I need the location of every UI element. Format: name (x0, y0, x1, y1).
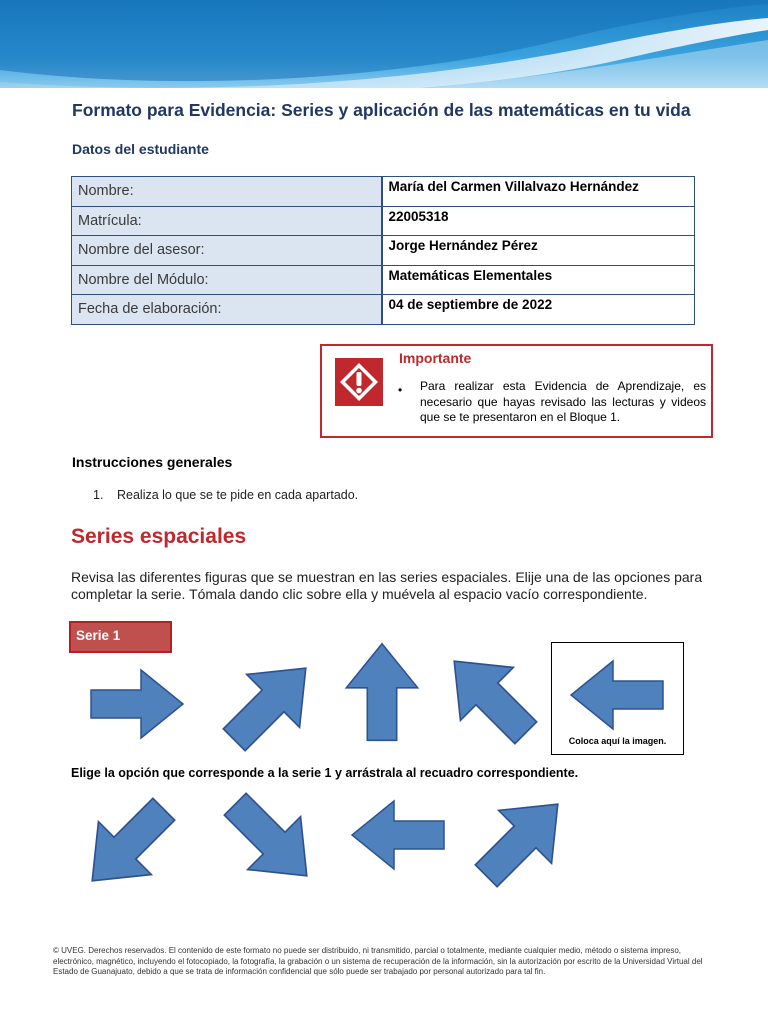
table-row (72, 265, 695, 295)
row-label: Fecha de elaboración: (72, 295, 382, 325)
arrow-up-right-icon (218, 652, 322, 756)
student-data-table (71, 176, 695, 325)
instruction-text: Realiza lo que se te pide en cada apartado. (117, 488, 359, 502)
instruction-number: 1. (93, 488, 104, 502)
header-banner (0, 0, 768, 96)
important-text: Para realizar esta Evidencia de Aprendizaje, es necesario que hayas revisado las lecturas y videos que se te presentaron en el Bloque 1. (420, 379, 706, 424)
table-row (72, 295, 695, 325)
option-arrow-left-icon[interactable] (346, 783, 450, 887)
serie-1-label: Serie 1 (69, 621, 172, 653)
row-label: Nombre del Módulo: (72, 265, 382, 295)
row-value: 22005318 (382, 206, 695, 236)
instructions-title: Instrucciones generales (72, 454, 233, 470)
warning-diamond-icon (335, 358, 383, 406)
option-arrow-down-right-icon[interactable] (219, 788, 323, 892)
choose-instruction: Elige la opción que corresponde a la serie 1 y arrástrala al recuadro correspondiente. (71, 766, 579, 780)
series-description: Revisa las diferentes figuras que se muestran en las series espaciales. Elije una de las opciones para completar la serie. Tómala dando clic sobre ella y muévela al espacio vacío correspondiente. (71, 569, 703, 602)
table-row (72, 206, 695, 236)
option-arrow-up-right-icon[interactable] (470, 788, 574, 892)
important-notice (320, 344, 713, 438)
row-value: María del Carmen Villalvazo Hernández (382, 177, 695, 207)
table-row (72, 236, 695, 266)
drop-target-box[interactable] (551, 642, 684, 755)
document-title: Formato para Evidencia: Series y aplicación de las matemáticas en tu vida (72, 100, 691, 120)
series-title: Series espaciales (71, 525, 247, 548)
option-arrow-down-left-icon[interactable] (76, 793, 180, 897)
drop-target-caption: Coloca aquí la imagen. (568, 736, 667, 746)
bullet: • (398, 383, 403, 397)
row-value: Matemáticas Elementales (382, 265, 695, 295)
row-label: Nombre del asesor: (72, 236, 382, 266)
row-label: Matrícula: (72, 206, 382, 236)
row-value: 04 de septiembre de 2022 (382, 295, 695, 325)
footer-copyright: © UVEG. Derechos reservados. El contenido de este formato no puede ser distribuido, ni transmitido, parcial o totalmente, mediante cualquier medio, método o sistema impreso, electrónico, magnético, incluyendo el fotocopiado, la fotografía, la grabación o un sistema de recuperación de la información, sin la autorización por escrito de la Universidad Virtual del Estado de Guanajuato, debido a que se trata de información confidencial que sólo puede ser trabajado por personal autorizado para tal fin. (53, 946, 703, 976)
table-row (72, 177, 695, 207)
student-section-title: Datos del estudiante (72, 141, 209, 157)
arrow-up-left-icon (438, 645, 542, 749)
important-title: Importante (399, 350, 472, 366)
row-value: Jorge Hernández Pérez (382, 236, 695, 266)
row-label: Nombre: (72, 177, 382, 207)
arrow-up-icon (330, 640, 434, 744)
arrow-left-icon (565, 643, 669, 747)
arrow-right-icon (85, 652, 189, 756)
